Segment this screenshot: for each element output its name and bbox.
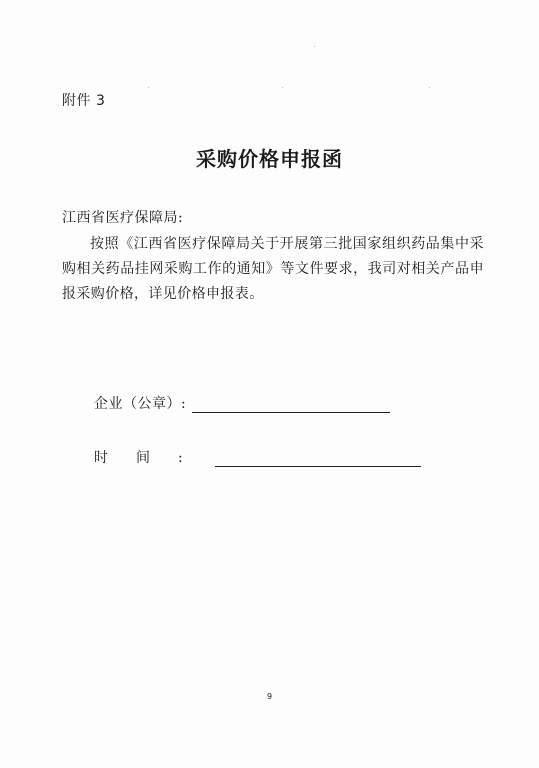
enterprise-seal-field: [94, 393, 390, 413]
time-label: 时间:: [94, 450, 211, 466]
addressee: 江西省医疗保障局:: [62, 210, 184, 226]
scan-speck: [314, 46, 315, 47]
scan-speck: [282, 87, 283, 88]
page-number: 9: [266, 692, 273, 701]
document-title: 采购价格申报函: [196, 147, 343, 171]
time-underline: [215, 452, 421, 467]
enterprise-seal-underline: [192, 398, 390, 413]
attachment-label: 附件 3: [62, 93, 106, 109]
scan-speck: [148, 87, 149, 88]
scan-speck: [429, 87, 430, 88]
time-field: [94, 447, 421, 467]
body-paragraph: 按照《江西省医疗保障局关于开展第三批国家组织药品集中采购相关药品挂网采购工作的通知》等文件要求，我司对相关产品申报采购价格，详见价格申报表。: [62, 236, 484, 302]
enterprise-seal-label: 企业（公章）:: [94, 396, 187, 412]
